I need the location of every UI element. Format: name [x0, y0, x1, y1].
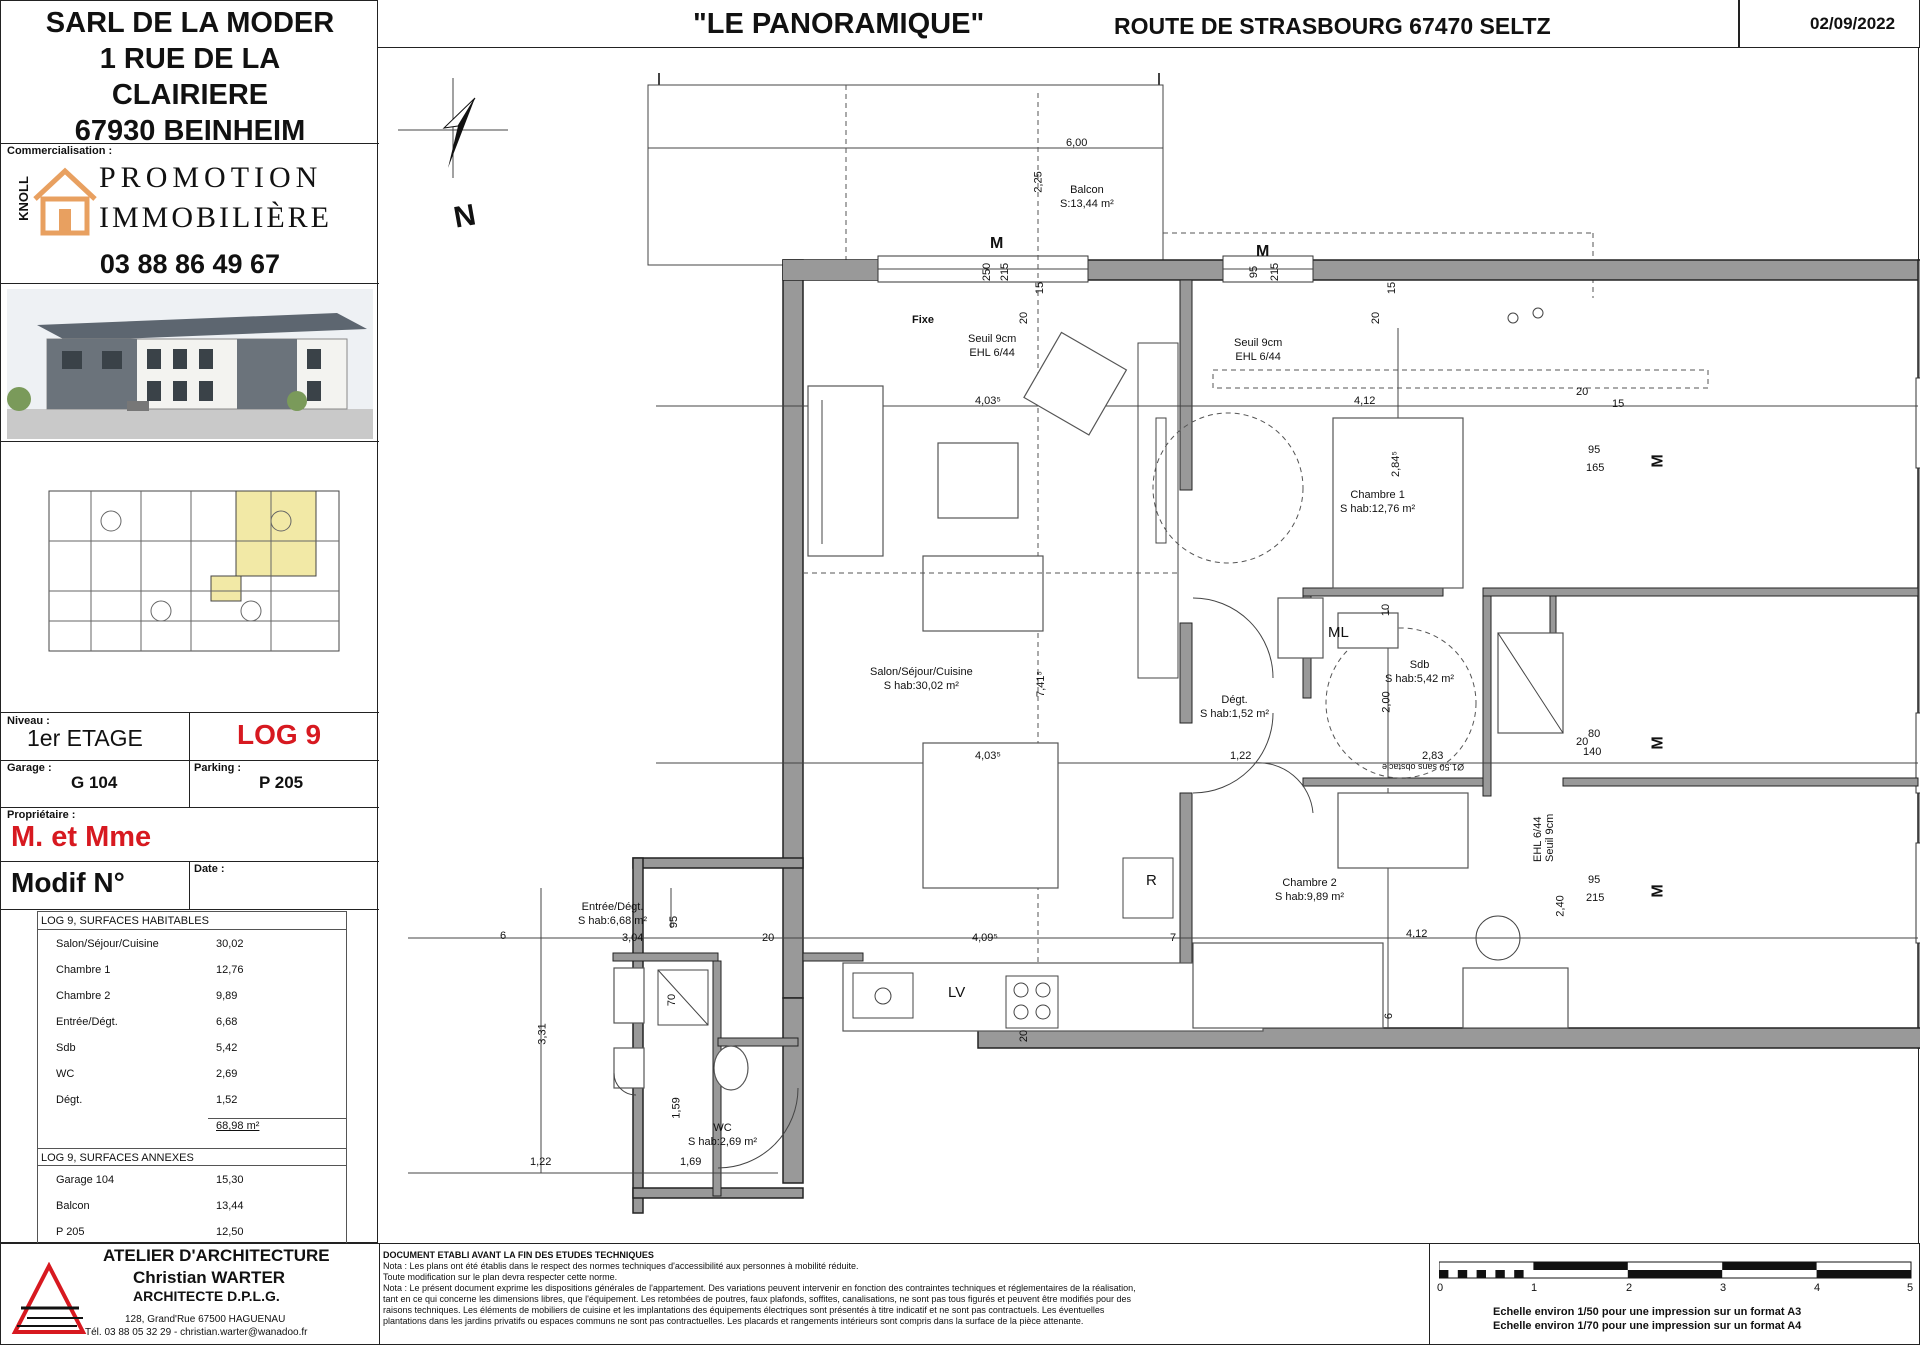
table-row [38, 984, 346, 1010]
dimension: 4,03⁵ [975, 395, 1001, 407]
row-value: 30,02 [216, 938, 244, 950]
note-line: Nota : Le présent document exprime les dispositions générales de l'appartement. Des variations peuvent intervenir en fonction des contraintes techniques et réglementaires de la réalisation, [383, 1283, 1136, 1293]
desk [1463, 968, 1568, 1028]
room-chambre1 [1340, 488, 1415, 516]
dimension: 140 [1583, 746, 1602, 758]
surfaces-table [37, 911, 347, 1244]
dimension: 2,25 [1032, 171, 1045, 193]
company-line: 1 RUE DE LA [99, 43, 281, 75]
row-name: Dégt. [56, 1094, 83, 1106]
commercial-label: Commercialisation : [7, 145, 113, 157]
disclaimer [383, 1250, 1427, 1327]
row-value: 13,44 [216, 1200, 244, 1212]
sofa [808, 386, 883, 556]
modif-label: Modif N° [11, 867, 125, 898]
toilet [714, 1046, 748, 1090]
m-marker: M [1649, 736, 1667, 750]
m-marker: M [1649, 454, 1667, 468]
dimension: 80 [1588, 728, 1601, 740]
table-row [38, 1010, 346, 1036]
row-value: 2,69 [216, 1068, 238, 1080]
atelier-label: ATELIER D'ARCHITECTURE [103, 1246, 330, 1265]
room-area: S hab:6,68 m² [578, 915, 648, 927]
dimension: 15 [1386, 281, 1399, 295]
note-line: Seuil 9cm [1234, 337, 1283, 349]
m-marker: M [1256, 243, 1270, 260]
row-value: 15,30 [216, 1174, 244, 1186]
scale-tick: 2 [1626, 1282, 1633, 1294]
room-entree [578, 900, 647, 928]
room-chambre2 [1275, 876, 1344, 904]
scale-tick: 5 [1907, 1282, 1914, 1294]
dimension: 2,84⁵ [1389, 451, 1402, 477]
brand-line1: PROMOTION [99, 161, 323, 194]
dimension: 95 [1588, 444, 1601, 456]
architect-title: ARCHITECTE D.P.L.G. [133, 1288, 280, 1304]
sofa-2 [923, 556, 1043, 631]
room-area: S hab:12,76 m² [1340, 503, 1416, 515]
architect-logo-icon [9, 1262, 89, 1340]
scale-tick: 3 [1720, 1282, 1727, 1294]
dimension: 2,40 [1554, 895, 1567, 917]
row-value: 12,50 [216, 1226, 244, 1238]
dining-table [923, 743, 1058, 888]
row-name: Entrée/Dégt. [56, 1016, 118, 1028]
dimension: 4,03⁵ [975, 750, 1001, 762]
room-area: S:13,44 m² [1060, 198, 1114, 210]
floor-plan-drawing [378, 48, 1920, 1243]
row-value: 1,52 [216, 1094, 238, 1106]
room-area: S hab:30,02 m² [883, 680, 959, 692]
garage-value: G 104 [71, 773, 118, 792]
building-render-image [7, 289, 373, 439]
dimension: 4,09⁵ [972, 932, 998, 944]
room-area: S hab:9,89 m² [1275, 891, 1345, 903]
owner-label: Propriétaire : [7, 809, 76, 821]
garage-label: Garage : [7, 762, 52, 774]
niveau-value: 1er ETAGE [27, 725, 143, 751]
architect-contact: Tél. 03 88 05 32 29 - christian.warter@wanadoo.fr [85, 1327, 308, 1338]
row-name: Chambre 2 [56, 990, 111, 1002]
bed-2 [1193, 943, 1383, 1028]
room-area: S hab:2,69 m² [688, 1136, 758, 1148]
dimension: 10 [1380, 603, 1393, 617]
room-name: Sdb [1409, 659, 1430, 671]
window-note [1532, 814, 1556, 862]
note-line: Seuil 9cm [1544, 813, 1556, 862]
dimension: 215 [999, 262, 1012, 282]
dimension: 15 [1612, 398, 1625, 410]
info-panel [0, 0, 378, 1243]
row-name: Balcon [56, 1200, 90, 1212]
room-name: Salon/Séjour/Cuisine [870, 666, 973, 678]
header-bar [378, 0, 1920, 48]
dimension: 2,00 [1380, 691, 1393, 713]
doc-title: DOCUMENT ETABLI AVANT LA FIN DES ETUDES TECHNIQUES [383, 1250, 654, 1260]
note-line: tant en ce qui concerne les dimensions libres, que l'équipement. Les retombées de poutres, faux plafonds, soffites, canalisations, ne sont pas tous figurés et peuvent être modifiés pour des [383, 1294, 1131, 1304]
window-label: Fixe [912, 314, 935, 326]
room-area: S hab:1,52 m² [1200, 708, 1270, 720]
room-sdb [1385, 658, 1454, 686]
room-name: Entrée/Dégt. [581, 901, 644, 913]
scale-tick: 1 [1531, 1282, 1538, 1294]
row-name: Salon/Séjour/Cuisine [56, 938, 159, 950]
footer [0, 1243, 1920, 1345]
north-arrow-icon [398, 78, 508, 178]
room-name: Dégt. [1221, 694, 1248, 706]
room-wc [688, 1121, 757, 1149]
row-value: 9,89 [216, 990, 238, 1002]
room-name: Balcon [1070, 184, 1104, 196]
room-balcon [1060, 183, 1114, 211]
dimension: 6 [1383, 1012, 1396, 1020]
room-name: Chambre 1 [1350, 489, 1405, 501]
dimension: 7 [1170, 932, 1177, 944]
dimension: 2,83 [1422, 750, 1444, 762]
parking-label: Parking : [194, 762, 242, 774]
note-line: Seuil 9cm [968, 333, 1017, 345]
dimension: 3,31 [536, 1023, 549, 1045]
table-row [38, 1168, 346, 1194]
dimension: 215 [1586, 892, 1605, 904]
brand-logo [9, 161, 379, 243]
fridge-label: R [1146, 872, 1157, 889]
window-note [1234, 336, 1282, 364]
dimension: 1,22 [1230, 750, 1252, 762]
niveau-label: Niveau : [7, 715, 50, 727]
dimension: 20 [1576, 386, 1589, 398]
table-row [38, 1088, 346, 1114]
wardrobe [1338, 793, 1468, 868]
table-row [38, 1036, 346, 1062]
dimension: 7,41⁵ [1034, 671, 1047, 697]
row-value: 12,76 [216, 964, 244, 976]
house-logo-icon [31, 165, 103, 237]
note-line: EHL 6/44 [1532, 816, 1544, 862]
washing-machine-label: ML [1328, 624, 1349, 641]
room-degt [1200, 693, 1269, 721]
table-row [38, 1194, 346, 1220]
note-line: raisons techniques. Les éléments de mobiliers de cuisine et les implantations des équipements électriques sont présentés à titre indicatif et ne sont pas contractuels. Les éventuelles [383, 1305, 1105, 1315]
date-label: Date : [194, 863, 225, 875]
dimension: 95 [1588, 874, 1601, 886]
m-marker: M [1649, 884, 1667, 898]
room-area: S hab:5,42 m² [1385, 673, 1455, 685]
dimension: 15 [1034, 281, 1047, 295]
row-name: Garage 104 [56, 1174, 115, 1186]
architect-name: Christian WARTER [133, 1268, 286, 1287]
owner-value: M. et Mme [11, 821, 152, 853]
armchair [1024, 332, 1126, 434]
dimension: 165 [1586, 462, 1605, 474]
document-date: 02/09/2022 [1810, 14, 1896, 33]
dimension: 20 [1018, 1029, 1031, 1043]
row-value: 6,68 [216, 1016, 238, 1028]
north-label: N [451, 198, 479, 235]
dimension: 1,59 [670, 1097, 683, 1119]
room-name: WC [713, 1122, 732, 1134]
phone-number: 03 88 86 49 67 [99, 249, 281, 279]
company-line: SARL DE LA MODER [45, 7, 335, 39]
parking-value: P 205 [259, 773, 304, 792]
surfaces-total: 68,98 m² [216, 1120, 260, 1132]
scale-note: Echelle environ 1/50 pour une impression sur un format A3 [1493, 1306, 1802, 1318]
dimension: 1,69 [680, 1156, 702, 1168]
dimension: 3,04 [622, 932, 644, 944]
dimension: 20 [1370, 311, 1383, 325]
sdb-note: Ø1.50 sans obstacle [1382, 762, 1465, 772]
dimension: 4,12 [1406, 928, 1428, 940]
m-marker: M [990, 235, 1004, 252]
annexes-title: LOG 9, SURFACES ANNEXES [38, 1148, 346, 1166]
row-name: Chambre 1 [56, 964, 111, 976]
scale-bar [1439, 1258, 1915, 1288]
dimension: 250 [981, 262, 994, 282]
surfaces-title: LOG 9, SURFACES HABITABLES [38, 912, 346, 930]
brand-small-text: KNOLL [15, 176, 31, 221]
room-salon [870, 665, 973, 693]
window-note [968, 332, 1016, 360]
note-line: Nota : Les plans ont été établis dans le respect des normes techniques d'accessibilité aux personnes à mobilité réduite. [383, 1261, 859, 1271]
company-line: 67930 BEINHEIM [74, 115, 306, 147]
log-number: LOG 9 [237, 719, 322, 750]
scale-tick: 0 [1437, 1282, 1444, 1294]
row-name: P 205 [56, 1226, 85, 1238]
dimension: 70 [666, 993, 679, 1007]
row-name: WC [56, 1068, 75, 1080]
brand-line2: IMMOBILIÈRE [99, 201, 332, 234]
row-name: Sdb [56, 1042, 76, 1054]
scale-note: Echelle environ 1/70 pour une impression sur un format A4 [1493, 1320, 1802, 1332]
coffee-table [938, 443, 1018, 518]
note-line: EHL 6/44 [1235, 351, 1281, 363]
dimension: 95 [668, 915, 681, 929]
scale-tick: 4 [1814, 1282, 1821, 1294]
project-address: ROUTE DE STRASBOURG 67470 SELTZ [1114, 13, 1551, 39]
table-row [38, 1062, 346, 1088]
note-line: EHL 6/44 [969, 347, 1015, 359]
table-row [38, 932, 346, 958]
table-row [38, 958, 346, 984]
dimension: 215 [1269, 262, 1282, 282]
note-line: Toute modification sur le plan devra respecter cette norme. [383, 1272, 618, 1282]
dimension: 6 [500, 930, 507, 942]
dimension: 20 [1018, 311, 1031, 325]
company-block [1, 5, 379, 149]
dimension: 95 [1248, 265, 1261, 279]
note-line: plantations dans les jardins privatifs ou espaces communs ne sont pas contractuelles. Les placards et rangements intérieurs sont compris dans la surface de la pièce attenante. [383, 1316, 1084, 1326]
dimension: 20 [1576, 736, 1589, 748]
room-name: Chambre 2 [1282, 877, 1337, 889]
dimension: 6,00 [1066, 137, 1088, 149]
dimension: 4,12 [1354, 395, 1376, 407]
dishwasher-label: LV [948, 984, 966, 1001]
project-title: "LE PANORAMIQUE" [693, 8, 985, 40]
building-key-plan [41, 481, 341, 661]
row-value: 5,42 [216, 1042, 238, 1054]
architect-address: 128, Grand'Rue 67500 HAGUENAU [125, 1314, 286, 1325]
dimension: 20 [762, 932, 775, 944]
dimension: 1,22 [530, 1156, 552, 1168]
company-line: CLAIRIERE [111, 79, 269, 111]
